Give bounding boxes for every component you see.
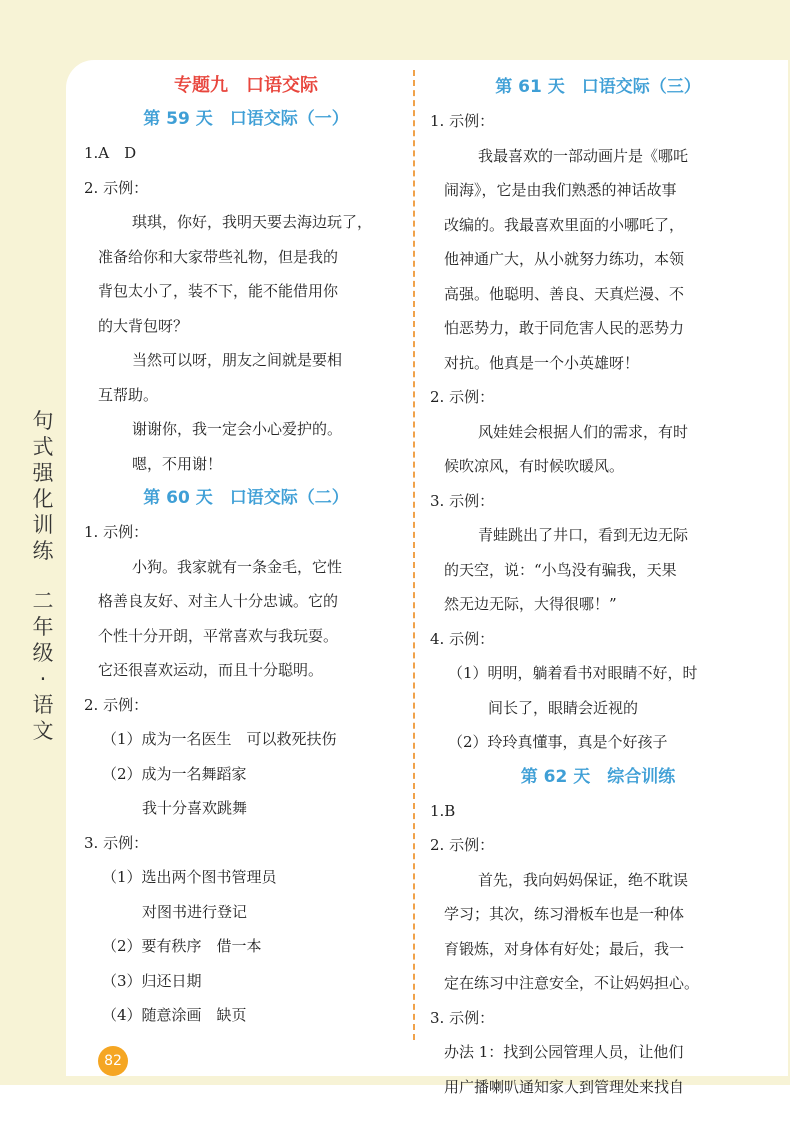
side-char: · (39, 667, 47, 691)
answer-line: 定在练习中注意安全，不让妈妈担心。 (444, 974, 700, 992)
answer-line: 高强。他聪明、善良、天真烂漫、不 (444, 284, 685, 303)
side-char: 级 (32, 641, 54, 665)
side-char: 练 (32, 539, 54, 563)
answer-line: 的大背包呀？ (98, 316, 189, 335)
left-column (82, 70, 410, 1033)
question-label: 1. 示例： (84, 523, 149, 541)
day-62-heading: 第 62 天 综合训练 (520, 766, 676, 787)
side-char: 训 (32, 513, 54, 537)
question-label: 3. 示例： (430, 491, 495, 510)
answer-line: 学习；其次，练习滑板车也是一种体 (444, 905, 685, 923)
answer-line: 对图书进行登记 (142, 902, 248, 921)
answer-line: 对抗。他真是一个小英雄呀！ (444, 353, 640, 372)
answer-line: 候吹凉风，有时候吹暖风。 (444, 457, 625, 475)
answer-line: 1.B (430, 801, 456, 820)
answer-line: 首先，我向妈妈保证，绝不耽误 (478, 870, 689, 889)
answer-line: 青蛙跳出了井口，看到无边无际 (478, 526, 689, 544)
answer-line: 准备给你和大家带些礼物，但是我的 (98, 247, 339, 266)
answer-line: 育锻炼，对身体有好处；最后，我一 (444, 939, 685, 958)
side-char: 化 (32, 487, 54, 511)
answer-line: （1）选出两个图书管理员 (102, 868, 277, 886)
answer-line: 1.A D (84, 144, 137, 162)
question-label: 2. 示例： (84, 695, 149, 714)
answer-line: 怕恶势力，敢于同危害人民的恶势力 (444, 319, 685, 337)
answer-line: （3）归还日期 (102, 971, 202, 990)
answer-line: 闹海》，它是由我们熟悉的神话故事 (444, 181, 677, 199)
day-60-heading: 第 60 天 口语交际（二） (143, 488, 349, 508)
answer-line: 互帮助。 (98, 385, 159, 404)
side-char: 语 (32, 693, 54, 717)
answer-line: （1）成为一名医生 可以救死扶伤 (102, 730, 337, 748)
side-char: 句 (32, 409, 54, 433)
question-label: 1. 示例： (430, 112, 495, 130)
answer-line: （2）成为一名舞蹈家 (102, 764, 247, 783)
side-label-book-title (30, 408, 56, 564)
topic-heading: 专题九 口语交际 (174, 75, 318, 96)
answer-line: 间长了，眼睛会近视的 (488, 698, 639, 717)
answer-line: 谢谢你，我一定会小心爱护的。 (132, 420, 343, 438)
answer-line: 小狗。我家就有一条金毛，它性 (132, 557, 343, 576)
answer-line: （4）随意涂画 缺页 (102, 1006, 247, 1024)
side-char: 式 (32, 435, 54, 459)
side-char: 二 (32, 589, 54, 613)
answer-line: 当然可以呀，朋友之间就是要相 (132, 351, 343, 369)
answer-line: 我最喜欢的一部动画片是《哪吒 (478, 146, 689, 165)
side-char: 文 (32, 719, 54, 743)
answer-line: （2）要有秩序 借一本 (102, 937, 262, 955)
answer-line: 它还很喜欢运动，而且十分聪明。 (98, 661, 324, 679)
answer-line: 他神通广大，从小就努力练功，本领 (444, 250, 685, 268)
answer-line: 嗯，不用谢！ (132, 454, 223, 473)
answer-line: （2）玲玲真懂事，真是个好孩子 (448, 733, 668, 751)
answer-line: 背包太小了，装不下，能不能借用你 (98, 282, 339, 300)
answer-line: （1）明明，躺着看书对眼睛不好，时 (448, 664, 698, 682)
answer-line: 改编的。我最喜欢里面的小哪吒了， (444, 215, 685, 234)
answer-line: 琪琪，你好，我明天要去海边玩了， (132, 213, 373, 231)
side-char: 年 (32, 615, 54, 639)
question-label: 2. 示例： (430, 388, 495, 406)
question-label: 2. 示例： (84, 178, 149, 197)
question-label: 4. 示例： (430, 629, 495, 648)
right-column (428, 70, 768, 1104)
answer-line: 办法 1：找到公园管理人员，让他们 (444, 1043, 684, 1061)
answer-line: 格善良友好、对主人十分忠诚。它的 (98, 592, 339, 610)
answer-line: 个性十分开朗，平常喜欢与我玩耍。 (98, 626, 339, 645)
side-char: 强 (32, 461, 54, 485)
answer-line: 用广播喇叭通知家人到管理处来找自 (444, 1077, 685, 1096)
column-divider (413, 70, 415, 1040)
answer-line: 然无边无际，大得很哪！” (444, 595, 617, 613)
question-label: 3. 示例： (84, 833, 149, 852)
day-59-heading: 第 59 天 口语交际（一） (143, 109, 349, 129)
answer-line: 我十分喜欢跳舞 (142, 799, 248, 817)
answer-line: 风娃娃会根据人们的需求，有时 (478, 422, 689, 441)
page-number-badge: 82 (98, 1046, 128, 1076)
side-label-grade (30, 588, 56, 744)
question-label: 2. 示例： (430, 836, 495, 854)
answer-line: 的天空，说：“小鸟没有骗我，天果 (444, 560, 677, 579)
question-label: 3. 示例： (430, 1008, 495, 1027)
day-61-heading: 第 61 天 口语交际（三） (495, 77, 701, 97)
